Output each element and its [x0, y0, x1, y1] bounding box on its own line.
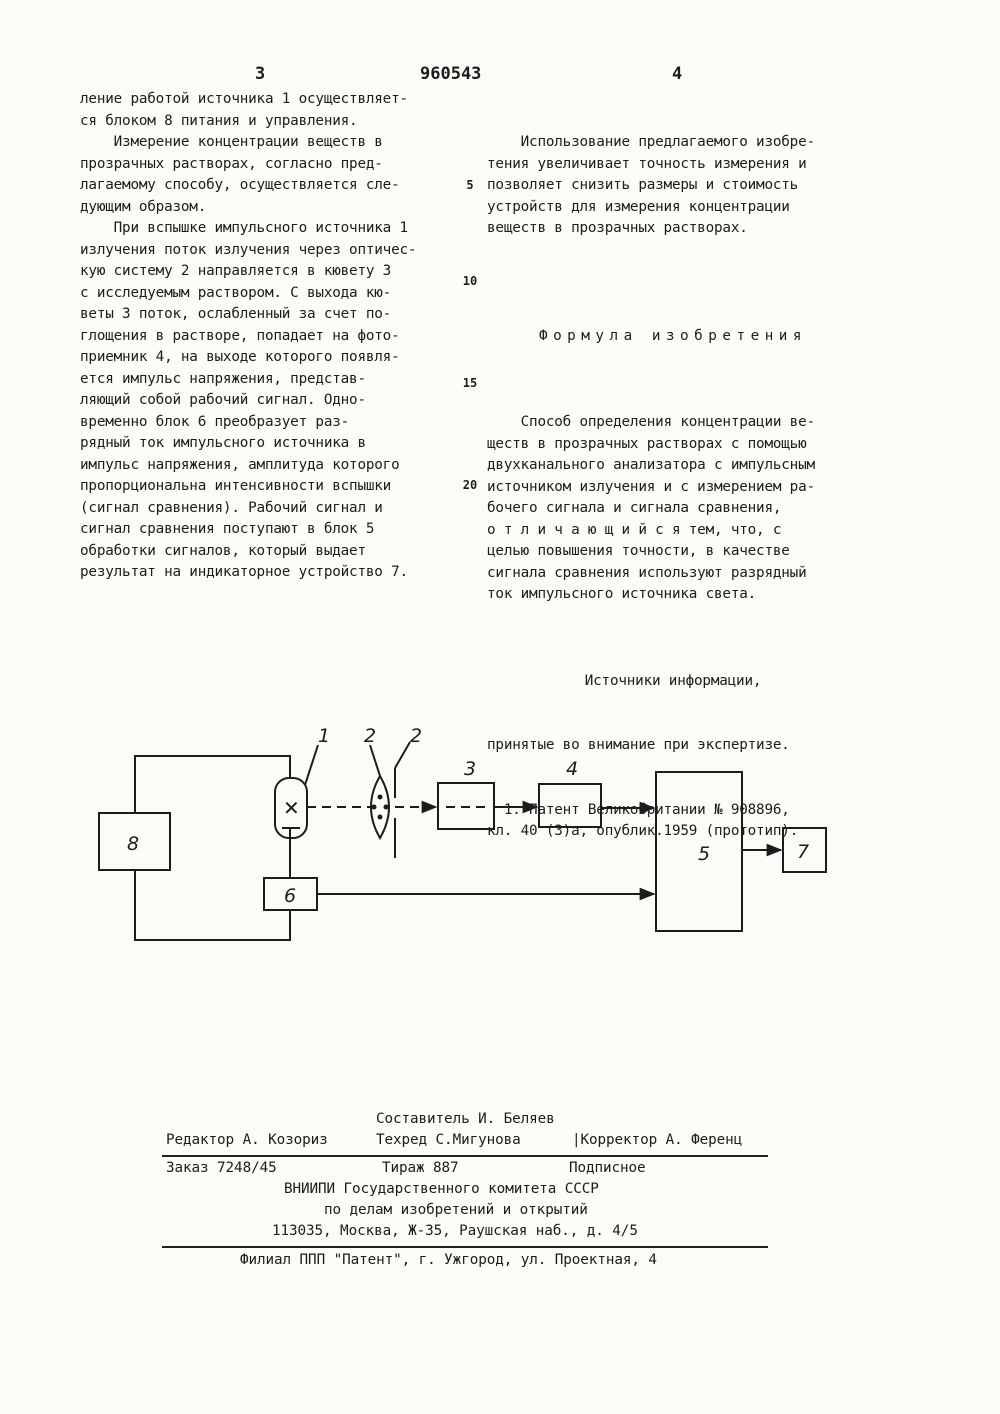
text-line: ток импульсного источника света.: [487, 586, 757, 602]
patent-number: 960543: [420, 64, 482, 84]
imprint-order: Заказ 7248/45: [166, 1160, 277, 1176]
text-line: целью повышения точности, в качестве: [487, 543, 790, 559]
block-label: 8: [127, 833, 140, 855]
imprint-subscription: Подписное: [569, 1160, 646, 1176]
imprint-branch: Филиал ППП "Патент", г. Ужгород, ул. Проектная, 4: [240, 1252, 657, 1268]
text-line: приемник 4, на выходе которого появля-: [80, 349, 400, 365]
line-number: 15: [462, 376, 478, 390]
text-line: сигнал сравнения поступают в блок 5: [80, 521, 375, 537]
text-line: (сигнал сравнения). Рабочий сигнал и: [80, 499, 383, 516]
text-line: 1. Патент Великобритании № 908896,: [487, 801, 790, 818]
imprint-corrector-name: Корректор А. Ференц: [580, 1132, 743, 1148]
text-line: веществ в прозрачных растворах.: [487, 220, 748, 236]
text-line: дующим образом.: [80, 198, 207, 215]
callout-label: 2: [410, 725, 423, 747]
line-number: 20: [462, 478, 478, 492]
imprint-rule-top: [162, 1155, 768, 1157]
imprint-compiler: Составитель И. Беляев: [376, 1111, 555, 1127]
text-line: ществ в прозрачных растворах с помощью: [487, 435, 807, 452]
text-line: кую систему 2 направляется в кювету 3: [80, 263, 392, 279]
callout-label: 3: [464, 758, 477, 780]
page-number-right: 4: [672, 64, 683, 84]
text-line: ляющий собой рабочий сигнал. Одно-: [80, 392, 366, 408]
text-line: сигнала сравнения используют разрядный: [487, 564, 807, 581]
text-line: Способ определения концентрации ве-: [487, 414, 815, 430]
lamp-symbol: ✕: [283, 796, 300, 820]
block-4-photodetector: [539, 784, 601, 827]
imprint-editor: Редактор А. Козориз: [166, 1132, 328, 1148]
callout-label: 1: [318, 725, 331, 747]
text-line: рядный ток импульсного источника в: [80, 435, 366, 451]
text-line: При вспышке импульсного источника 1: [80, 220, 408, 236]
text-line: Использование предлагаемого изобре-: [487, 134, 815, 150]
imprint-techeditor: Техред С.Мигунова: [376, 1132, 521, 1148]
text-line: тения увеличивает точность измерения и: [487, 155, 807, 172]
text-line: устройств для измерения концентрации: [487, 198, 790, 215]
sources-subtitle: принятые во внимание при экспертизе.: [487, 737, 790, 753]
sources-title: Источники информации,: [584, 672, 762, 689]
text-line: ление работой источника 1 осуществляет-: [80, 91, 408, 107]
imprint-org-line2: по делам изобретений и открытий: [324, 1202, 588, 1218]
imprint-circulation: Тираж 887: [382, 1160, 459, 1176]
text-line: позволяет снизить размеры и стоимость: [487, 177, 799, 193]
page-number-left: 3: [255, 64, 266, 84]
text-line: двухканального анализатора с импульсным: [487, 457, 815, 473]
text-line: Измерение концентрации веществ в: [80, 134, 383, 150]
text-line: ся блоком 8 питания и управления.: [80, 112, 358, 129]
text-line: с исследуемым раствором. С выхода кю-: [80, 284, 392, 301]
imprint-corrector: |Корректор А. Ференц: [572, 1132, 743, 1148]
imprint-org-line1: ВНИИПИ Государственного комитета СССР: [284, 1181, 599, 1197]
text-line: обработки сигналов, который выдает: [80, 542, 366, 559]
text-line: веты 3 поток, ослабленный за счет по-: [80, 306, 392, 322]
text-line: о т л и ч а ю щ и й с я тем, что, с: [487, 521, 782, 538]
callout-label: 4: [566, 758, 579, 780]
text-line: ется импульс напряжения, представ-: [80, 370, 366, 387]
text-line: глощения в растворе, попадает на фото-: [80, 327, 400, 344]
text-line: прозрачных растворах, согласно пред-: [80, 155, 383, 172]
text-line: временно блок 6 преобразует раз-: [80, 413, 350, 430]
text-line: кл. 40 (3)а, опублик.1959 (прототип).: [487, 823, 799, 839]
block-label: 5: [698, 843, 711, 865]
line-number: 5: [466, 178, 474, 192]
block-label: 6: [284, 885, 297, 907]
text-line: бочего сигнала и сигнала сравнения,: [487, 500, 782, 516]
imprint-rule-bottom: [162, 1246, 768, 1248]
text-line: лагаемому способу, осуществляется сле-: [80, 177, 400, 193]
formula-title: Формула изобретения: [538, 327, 808, 344]
block-label: 7: [797, 841, 810, 863]
text-line: излучения поток излучения через оптичес-: [80, 241, 417, 258]
text-line: источником излучения и с измерением ра-: [487, 478, 815, 495]
text-line: результат на индикаторное устройство 7.: [80, 564, 408, 580]
callout-label: 2: [364, 725, 377, 747]
text-line: импульс напряжения, амплитуда которого: [80, 456, 400, 473]
line-number: 10: [462, 274, 478, 288]
imprint-org-line3: 113035, Москва, Ж-35, Раушская наб., д. 4/5: [272, 1223, 638, 1239]
text-line: пропорциональна интенсивности вспышки: [80, 478, 392, 494]
